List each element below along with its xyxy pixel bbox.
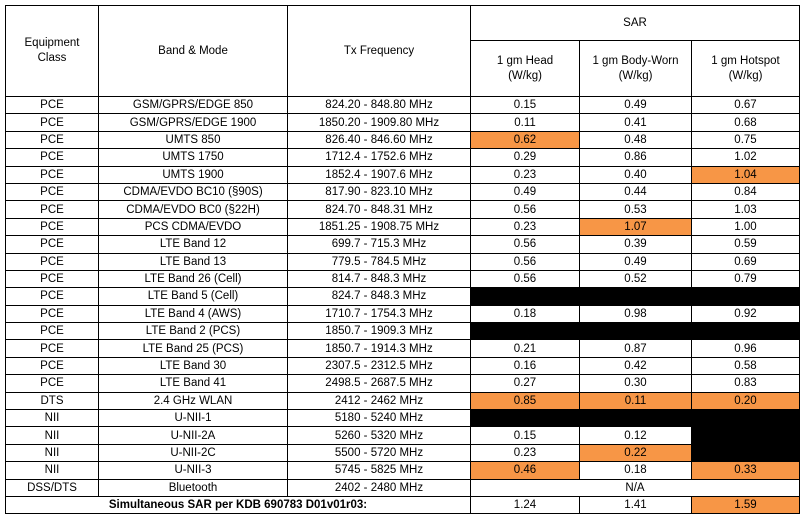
header-band-mode: Band & Mode xyxy=(99,6,288,97)
sar-body-worn-cell: 0.86 xyxy=(580,149,692,166)
band-mode-cell: U-NII-2C xyxy=(99,444,288,461)
sar-table xyxy=(5,5,800,514)
table-row xyxy=(6,357,800,374)
table-row xyxy=(6,479,800,496)
sar-body-worn-cell: 0.18 xyxy=(580,462,692,479)
sar-head-cell: 0.49 xyxy=(471,183,580,200)
sar-body-worn-cell: 0.87 xyxy=(580,340,692,357)
sar-body-worn-cell: 0.11 xyxy=(580,392,692,409)
sar-body-worn-cell: 0.52 xyxy=(580,270,692,287)
equipment-class-cell: PCE xyxy=(6,340,99,357)
sar-hotspot-cell xyxy=(692,444,800,461)
table-row xyxy=(6,462,800,479)
sar-head-cell: 0.23 xyxy=(471,218,580,235)
band-mode-cell: LTE Band 5 (Cell) xyxy=(99,288,288,305)
equipment-class-cell: PCE xyxy=(6,114,99,131)
sar-head-cell: 0.56 xyxy=(471,253,580,270)
sar-head-cell: 0.23 xyxy=(471,166,580,183)
band-mode-cell: CDMA/EVDO BC10 (§90S) xyxy=(99,183,288,200)
sar-head-cell: 0.56 xyxy=(471,270,580,287)
band-mode-cell: UMTS 1750 xyxy=(99,149,288,166)
table-row xyxy=(6,183,800,200)
tx-frequency-cell: 1710.7 - 1754.3 MHz xyxy=(288,305,471,322)
blackout-cell xyxy=(471,288,800,305)
sar-hotspot-cell: 0.20 xyxy=(692,392,800,409)
sar-hotspot-cell xyxy=(692,427,800,444)
tx-frequency-cell: 1850.7 - 1914.3 MHz xyxy=(288,340,471,357)
tx-frequency-cell: 779.5 - 784.5 MHz xyxy=(288,253,471,270)
sar-body-worn-cell: 1.07 xyxy=(580,218,692,235)
sar-body-worn-cell: 0.49 xyxy=(580,253,692,270)
tx-frequency-cell: 699.7 - 715.3 MHz xyxy=(288,236,471,253)
footer-row xyxy=(6,496,800,513)
tx-frequency-cell: 5180 - 5240 MHz xyxy=(288,410,471,427)
sar-head-cell: 0.15 xyxy=(471,427,580,444)
sar-hotspot-cell: 0.75 xyxy=(692,131,800,148)
band-mode-cell: UMTS 850 xyxy=(99,131,288,148)
sar-head-cell: 0.27 xyxy=(471,375,580,392)
sar-hotspot-cell: 1.02 xyxy=(692,149,800,166)
table-row xyxy=(6,166,800,183)
tx-frequency-cell: 5500 - 5720 MHz xyxy=(288,444,471,461)
equipment-class-cell: DSS/DTS xyxy=(6,479,99,496)
tx-frequency-cell: 824.20 - 848.80 MHz xyxy=(288,97,471,114)
band-mode-cell: U-NII-1 xyxy=(99,410,288,427)
sar-hotspot-cell: 0.96 xyxy=(692,340,800,357)
tx-frequency-cell: 1850.7 - 1909.3 MHz xyxy=(288,323,471,340)
sar-body xyxy=(6,97,800,514)
sar-hotspot-cell: 0.68 xyxy=(692,114,800,131)
header-hotspot: 1 gm Hotspot (W/kg) xyxy=(692,41,800,97)
band-mode-cell: U-NII-3 xyxy=(99,462,288,479)
equipment-class-cell: PCE xyxy=(6,288,99,305)
header-equipment-class: Equipment Class xyxy=(6,6,99,97)
table-row xyxy=(6,149,800,166)
band-mode-cell: LTE Band 12 xyxy=(99,236,288,253)
tx-frequency-cell: 824.7 - 848.3 MHz xyxy=(288,288,471,305)
sar-body-worn-cell: 0.41 xyxy=(580,114,692,131)
equipment-class-cell: NII xyxy=(6,444,99,461)
band-mode-cell: LTE Band 25 (PCS) xyxy=(99,340,288,357)
tx-frequency-cell: 2307.5 - 2312.5 MHz xyxy=(288,357,471,374)
band-mode-cell: U-NII-2A xyxy=(99,427,288,444)
header-body-worn: 1 gm Body-Worn (W/kg) xyxy=(580,41,692,97)
tx-frequency-cell: 817.90 - 823.10 MHz xyxy=(288,183,471,200)
sar-hotspot-cell: 0.92 xyxy=(692,305,800,322)
tx-frequency-cell: 5745 - 5825 MHz xyxy=(288,462,471,479)
equipment-class-cell: PCE xyxy=(6,305,99,322)
equipment-class-cell: PCE xyxy=(6,131,99,148)
table-row xyxy=(6,236,800,253)
sar-head-cell: 0.56 xyxy=(471,236,580,253)
equipment-class-cell: PCE xyxy=(6,357,99,374)
table-row xyxy=(6,253,800,270)
band-mode-cell: LTE Band 30 xyxy=(99,357,288,374)
tx-frequency-cell: 1850.20 - 1909.80 MHz xyxy=(288,114,471,131)
sar-head-cell: 0.56 xyxy=(471,201,580,218)
band-mode-cell: 2.4 GHz WLAN xyxy=(99,392,288,409)
header-head: 1 gm Head (W/kg) xyxy=(471,41,580,97)
sar-body-worn-cell: 0.39 xyxy=(580,236,692,253)
equipment-class-cell: PCE xyxy=(6,97,99,114)
equipment-class-cell: PCE xyxy=(6,149,99,166)
table-row xyxy=(6,114,800,131)
band-mode-cell: PCS CDMA/EVDO xyxy=(99,218,288,235)
sar-head-cell: 0.21 xyxy=(471,340,580,357)
footer-sar-body-worn: 1.41 xyxy=(580,496,692,513)
sar-hotspot-cell: 0.84 xyxy=(692,183,800,200)
sar-hotspot-cell: 0.83 xyxy=(692,375,800,392)
table-row xyxy=(6,410,800,427)
table-row xyxy=(6,270,800,287)
tx-frequency-cell: 826.40 - 846.60 MHz xyxy=(288,131,471,148)
sar-hotspot-cell: 1.00 xyxy=(692,218,800,235)
sar-body-worn-cell: 0.40 xyxy=(580,166,692,183)
sar-body-worn-cell: 0.98 xyxy=(580,305,692,322)
equipment-class-cell: PCE xyxy=(6,183,99,200)
table-row xyxy=(6,131,800,148)
sar-hotspot-cell: 0.58 xyxy=(692,357,800,374)
sar-body-worn-cell: 0.48 xyxy=(580,131,692,148)
sar-body-worn-cell: 0.30 xyxy=(580,375,692,392)
band-mode-cell: LTE Band 4 (AWS) xyxy=(99,305,288,322)
sar-head-cell: 0.23 xyxy=(471,444,580,461)
equipment-class-cell: PCE xyxy=(6,201,99,218)
table-row xyxy=(6,427,800,444)
sar-head-cell: 0.29 xyxy=(471,149,580,166)
sar-head-cell: 0.15 xyxy=(471,97,580,114)
band-mode-cell: GSM/GPRS/EDGE 1900 xyxy=(99,114,288,131)
footer-sar-hotspot: 1.59 xyxy=(692,496,800,513)
sar-head-cell: 0.16 xyxy=(471,357,580,374)
table-row xyxy=(6,375,800,392)
equipment-class-cell: PCE xyxy=(6,270,99,287)
tx-frequency-cell: 814.7 - 848.3 MHz xyxy=(288,270,471,287)
blackout-cell xyxy=(471,410,800,427)
band-mode-cell: LTE Band 26 (Cell) xyxy=(99,270,288,287)
sar-hotspot-cell: 0.67 xyxy=(692,97,800,114)
sar-body-worn-cell: 0.22 xyxy=(580,444,692,461)
equipment-class-cell: DTS xyxy=(6,392,99,409)
table-row xyxy=(6,444,800,461)
table-row xyxy=(6,340,800,357)
sar-head-cell: 0.46 xyxy=(471,462,580,479)
sar-head-cell: 0.85 xyxy=(471,392,580,409)
sar-body-worn-cell: 0.53 xyxy=(580,201,692,218)
blackout-cell xyxy=(471,323,800,340)
sar-body-worn-cell: 0.44 xyxy=(580,183,692,200)
table-row xyxy=(6,323,800,340)
equipment-class-cell: PCE xyxy=(6,253,99,270)
band-mode-cell: LTE Band 2 (PCS) xyxy=(99,323,288,340)
band-mode-cell: Bluetooth xyxy=(99,479,288,496)
band-mode-cell: LTE Band 13 xyxy=(99,253,288,270)
tx-frequency-cell: 2402 - 2480 MHz xyxy=(288,479,471,496)
table-row xyxy=(6,305,800,322)
equipment-class-cell: PCE xyxy=(6,323,99,340)
footer-sar-head: 1.24 xyxy=(471,496,580,513)
band-mode-cell: LTE Band 41 xyxy=(99,375,288,392)
equipment-class-cell: NII xyxy=(6,462,99,479)
tx-frequency-cell: 2498.5 - 2687.5 MHz xyxy=(288,375,471,392)
equipment-class-cell: NII xyxy=(6,427,99,444)
table-row xyxy=(6,201,800,218)
sar-head-cell: 0.18 xyxy=(471,305,580,322)
equipment-class-cell: PCE xyxy=(6,166,99,183)
sar-hotspot-cell: 1.04 xyxy=(692,166,800,183)
sar-hotspot-cell: 0.59 xyxy=(692,236,800,253)
sar-body-worn-cell: 0.12 xyxy=(580,427,692,444)
table-row xyxy=(6,218,800,235)
band-mode-cell: CDMA/EVDO BC0 (§22H) xyxy=(99,201,288,218)
sar-hotspot-cell: 1.03 xyxy=(692,201,800,218)
table-row xyxy=(6,288,800,305)
sar-body-worn-cell: 0.49 xyxy=(580,97,692,114)
sar-hotspot-cell: 0.33 xyxy=(692,462,800,479)
tx-frequency-cell: 1712.4 - 1752.6 MHz xyxy=(288,149,471,166)
equipment-class-cell: PCE xyxy=(6,375,99,392)
header-tx-frequency: Tx Frequency xyxy=(288,6,471,97)
sar-head-cell: 0.11 xyxy=(471,114,580,131)
sar-hotspot-cell: 0.79 xyxy=(692,270,800,287)
table-row xyxy=(6,392,800,409)
tx-frequency-cell: 5260 - 5320 MHz xyxy=(288,427,471,444)
footer-label: Simultaneous SAR per KDB 690783 D01v01r03: xyxy=(6,496,471,513)
sar-merged-cell: N/A xyxy=(471,479,800,496)
equipment-class-cell: PCE xyxy=(6,218,99,235)
tx-frequency-cell: 2412 - 2462 MHz xyxy=(288,392,471,409)
tx-frequency-cell: 824.70 - 848.31 MHz xyxy=(288,201,471,218)
table-row xyxy=(6,97,800,114)
sar-head-cell: 0.62 xyxy=(471,131,580,148)
band-mode-cell: GSM/GPRS/EDGE 850 xyxy=(99,97,288,114)
tx-frequency-cell: 1851.25 - 1908.75 MHz xyxy=(288,218,471,235)
band-mode-cell: UMTS 1900 xyxy=(99,166,288,183)
sar-hotspot-cell: 0.69 xyxy=(692,253,800,270)
tx-frequency-cell: 1852.4 - 1907.6 MHz xyxy=(288,166,471,183)
sar-body-worn-cell: 0.42 xyxy=(580,357,692,374)
equipment-class-cell: PCE xyxy=(6,236,99,253)
header-sar: SAR xyxy=(471,6,800,41)
equipment-class-cell: NII xyxy=(6,410,99,427)
